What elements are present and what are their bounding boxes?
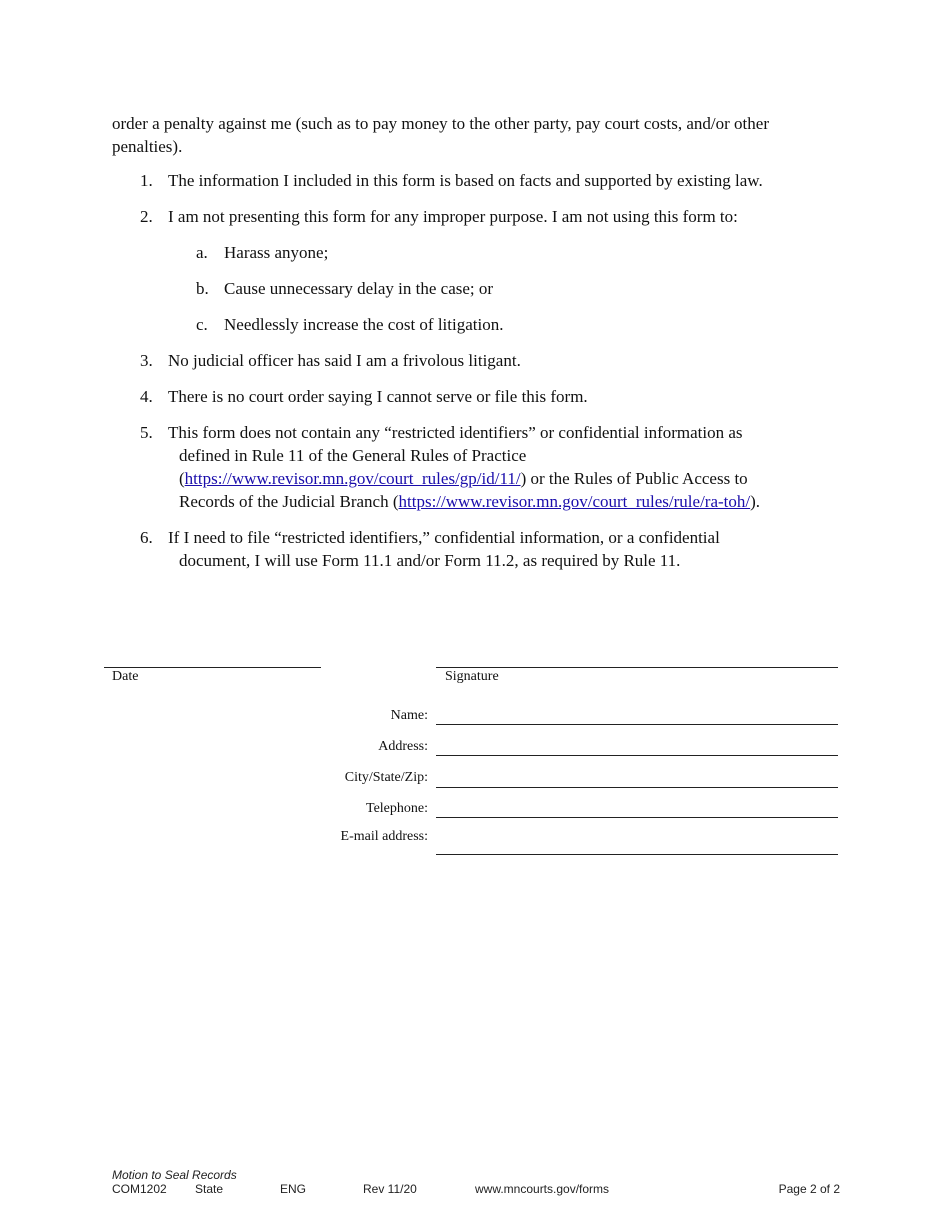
- revision: Rev 11/20: [363, 1182, 417, 1196]
- list-item-text: There is no court order saying I cannot serve or file this form.: [168, 387, 588, 406]
- list-item-number: 6.: [140, 528, 153, 547]
- public-access-rules-link[interactable]: https://www.revisor.mn.gov/court_rules/rule/ra-toh/: [398, 492, 751, 511]
- address-line[interactable]: [436, 755, 838, 756]
- intro-paragraph: order a penalty against me (such as to pay money to the other party, pay court costs, and/or other penalties).: [112, 114, 769, 156]
- link-continuation: ) or the Rules of Public Access to: [520, 469, 748, 488]
- forms-website: www.mncourts.gov/forms: [475, 1182, 610, 1196]
- list-item-number: 2.: [140, 207, 153, 226]
- list-item-1: [112, 169, 842, 192]
- list-item-number: 4.: [140, 387, 153, 406]
- email-label: E-mail address:: [340, 829, 428, 844]
- list-item-text-line-3: [168, 467, 842, 490]
- page-number: Page 2 of 2: [778, 1182, 840, 1196]
- list-item-number: 1.: [140, 171, 153, 190]
- list-item-text: I am not presenting this form for any improper purpose. I am not using this form to:: [168, 207, 738, 226]
- date-line[interactable]: [104, 667, 321, 668]
- list-item-text-line-2: defined in Rule 11 of the General Rules of Practice: [179, 446, 527, 465]
- language: ENG: [280, 1182, 307, 1196]
- sub-item-text: Harass anyone;: [224, 243, 329, 262]
- sub-item-letter: b.: [196, 279, 209, 298]
- sub-item-c: [112, 313, 842, 336]
- list-item-text: The information I included in this form is based on facts and supported by existing law.: [168, 171, 763, 190]
- list-item-2: [112, 205, 842, 228]
- signature-label: Signature: [445, 669, 499, 684]
- list-item-number: 3.: [140, 351, 153, 370]
- document-body: [112, 112, 842, 585]
- records-text: Records of the Judicial Branch (: [179, 492, 399, 511]
- sub-item-letter: c.: [196, 315, 208, 334]
- list-item-text-line-4: [168, 490, 842, 513]
- sub-item-text: Needlessly increase the cost of litigation.: [224, 315, 504, 334]
- list-item-number: 5.: [140, 423, 153, 442]
- list-item-5: [112, 421, 842, 513]
- list-item-text-line-2: document, I will use Form 11.1 and/or Form 11.2, as required by Rule 11.: [179, 551, 681, 570]
- signature-line[interactable]: [436, 667, 838, 668]
- list-item-text: No judicial officer has said I am a frivolous litigant.: [168, 351, 521, 370]
- address-label: Address:: [378, 739, 428, 754]
- date-label: Date: [112, 669, 139, 684]
- sub-item-a: [112, 241, 842, 264]
- email-line[interactable]: [436, 854, 838, 855]
- city-state-zip-label: City/State/Zip:: [344, 770, 428, 785]
- name-line[interactable]: [436, 724, 838, 725]
- sub-item-letter: a.: [196, 243, 208, 262]
- list-item-4: [112, 385, 842, 408]
- telephone-label: Telephone:: [366, 801, 428, 816]
- list-item-6: [112, 526, 842, 572]
- city-state-zip-line[interactable]: [436, 787, 838, 788]
- closing-punctuation: ).: [750, 492, 761, 511]
- name-label: Name:: [390, 708, 428, 723]
- list-item-text-line-1: This form does not contain any “restricted identifiers” or confidential information as: [168, 423, 743, 442]
- list-item-text-line-1: If I need to file “restricted identifiers,” confidential information, or a confidential: [168, 528, 720, 547]
- sub-item-text: Cause unnecessary delay in the case; or: [224, 279, 494, 298]
- general-rules-link[interactable]: https://www.revisor.mn.gov/court_rules/gp/id/11/: [184, 469, 521, 488]
- telephone-line[interactable]: [436, 817, 838, 818]
- form-title: Motion to Seal Records: [112, 1168, 237, 1182]
- paren-open: (: [179, 469, 185, 488]
- sub-item-b: [112, 277, 842, 300]
- form-code: COM1202: [112, 1182, 167, 1196]
- list-item-3: [112, 349, 842, 372]
- jurisdiction: State: [195, 1182, 224, 1196]
